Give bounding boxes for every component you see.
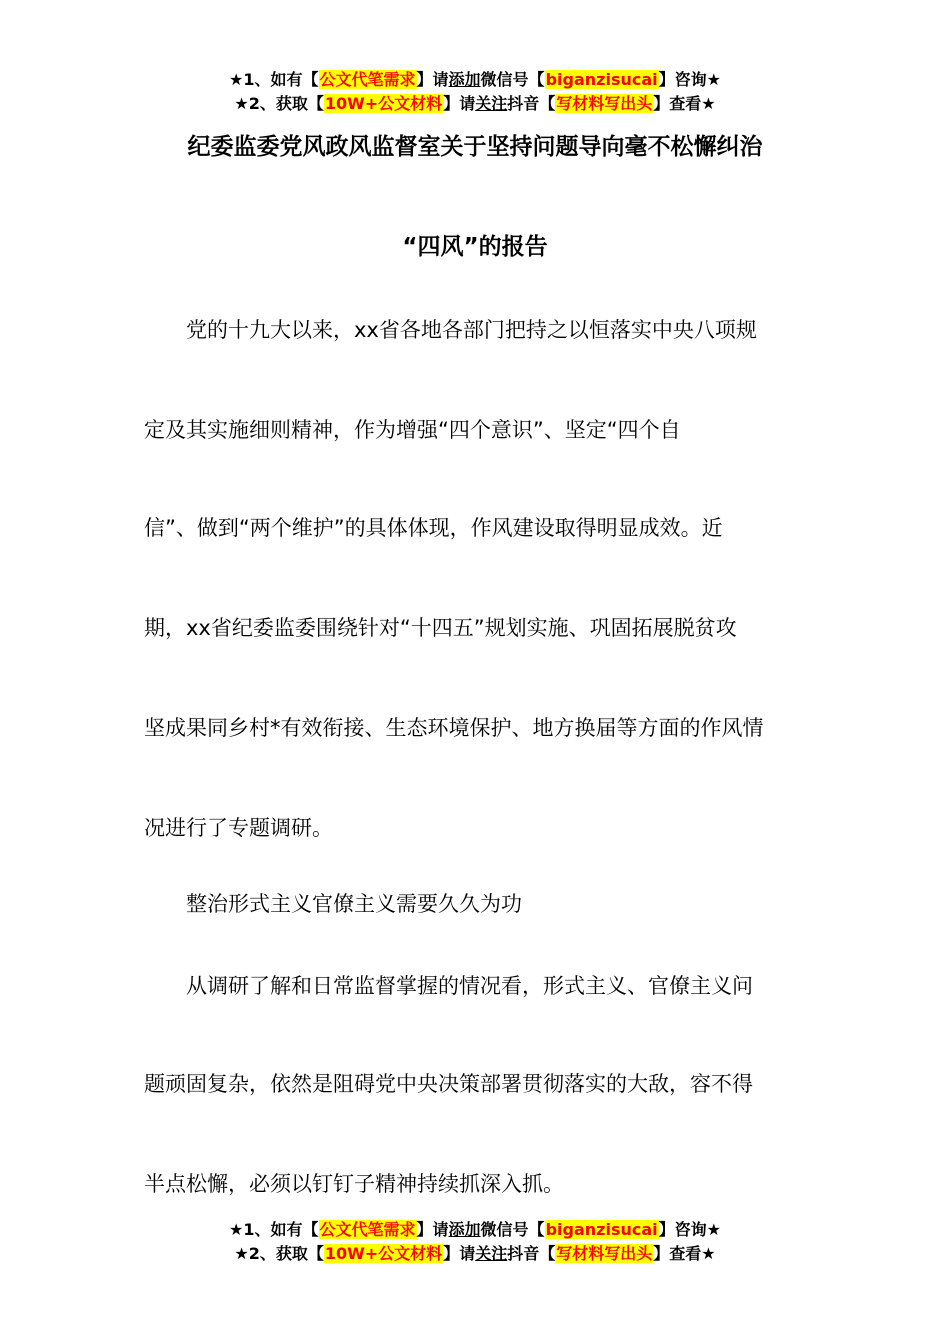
body-line: 况进行了专题调研。 — [144, 816, 333, 840]
banner-highlight: biganzisucai — [545, 70, 658, 89]
banner-line-1 — [0, 68, 950, 92]
body-line: 期，xx省纪委监委围绕针对“十四五”规划实施、巩固拓展脱贫攻 — [144, 616, 737, 640]
banner-text: ★2、获取【 — [234, 1244, 324, 1263]
banner-underline: 关注 — [475, 94, 508, 113]
banner-text: 微信号【 — [480, 1220, 545, 1239]
banner-text: 】查看★ — [653, 94, 716, 113]
document-title-line-1: 纪委监委党风政风监督室关于坚持问题导向毫不松懈纠治 — [187, 134, 763, 160]
banner-text: 】查看★ — [653, 1244, 716, 1263]
body-line: 党的十九大以来，xx省各地各部门把持之以恒落实中央八项规 — [144, 318, 757, 342]
banner-highlight: 10W+公文材料 — [324, 1244, 443, 1263]
banner-highlight: biganzisucai — [545, 1220, 658, 1239]
body-line: 从调研了解和日常监督掌握的情况看，形式主义、官僚主义问 — [144, 974, 753, 998]
banner-text: 】请 — [443, 94, 476, 113]
banner-text: ★1、如有【 — [229, 1220, 319, 1239]
banner-text: ★1、如有【 — [229, 70, 319, 89]
banner-highlight: 公文代笔需求 — [319, 70, 416, 89]
banner-line-2 — [0, 92, 950, 116]
banner-line-2 — [0, 1242, 950, 1266]
document-title-line-2: “四风”的报告 — [402, 234, 548, 260]
banner-text: 】请 — [443, 1244, 476, 1263]
banner-highlight: 公文代笔需求 — [319, 1220, 416, 1239]
banner-highlight: 写材料写出头 — [556, 1244, 653, 1263]
bottom-banner — [0, 1218, 950, 1266]
banner-text: ★2、获取【 — [234, 94, 324, 113]
section-heading: 整治形式主义官僚主义需要久久为功 — [144, 892, 522, 916]
banner-text: 】咨询★ — [658, 70, 721, 89]
banner-text: 】咨询★ — [658, 1220, 721, 1239]
banner-underline: 添加 — [448, 1220, 481, 1239]
banner-text: 】请 — [416, 70, 449, 89]
top-banner — [0, 68, 950, 116]
banner-line-1 — [0, 1218, 950, 1242]
body-line: 坚成果同乡村*有效衔接、生态环境保护、地方换届等方面的作风情 — [144, 716, 764, 740]
banner-text: 抖音【 — [507, 1244, 556, 1263]
banner-highlight: 10W+公文材料 — [324, 94, 443, 113]
body-line: 定及其实施细则精神，作为增强“四个意识”、坚定“四个自 — [144, 418, 681, 442]
banner-text: 】请 — [416, 1220, 449, 1239]
banner-text: 抖音【 — [507, 94, 556, 113]
body-line: 题顽固复杂，依然是阻碍党中央决策部署贯彻落实的大敌，容不得 — [144, 1072, 753, 1096]
banner-underline: 添加 — [448, 70, 481, 89]
body-line: 半点松懈，必须以钉钉子精神持续抓深入抓。 — [144, 1172, 564, 1196]
banner-text: 微信号【 — [480, 70, 545, 89]
body-line: 信”、做到“两个维护”的具体体现，作风建设取得明显成效。近 — [144, 516, 723, 540]
banner-highlight: 写材料写出头 — [556, 94, 653, 113]
banner-underline: 关注 — [475, 1244, 508, 1263]
